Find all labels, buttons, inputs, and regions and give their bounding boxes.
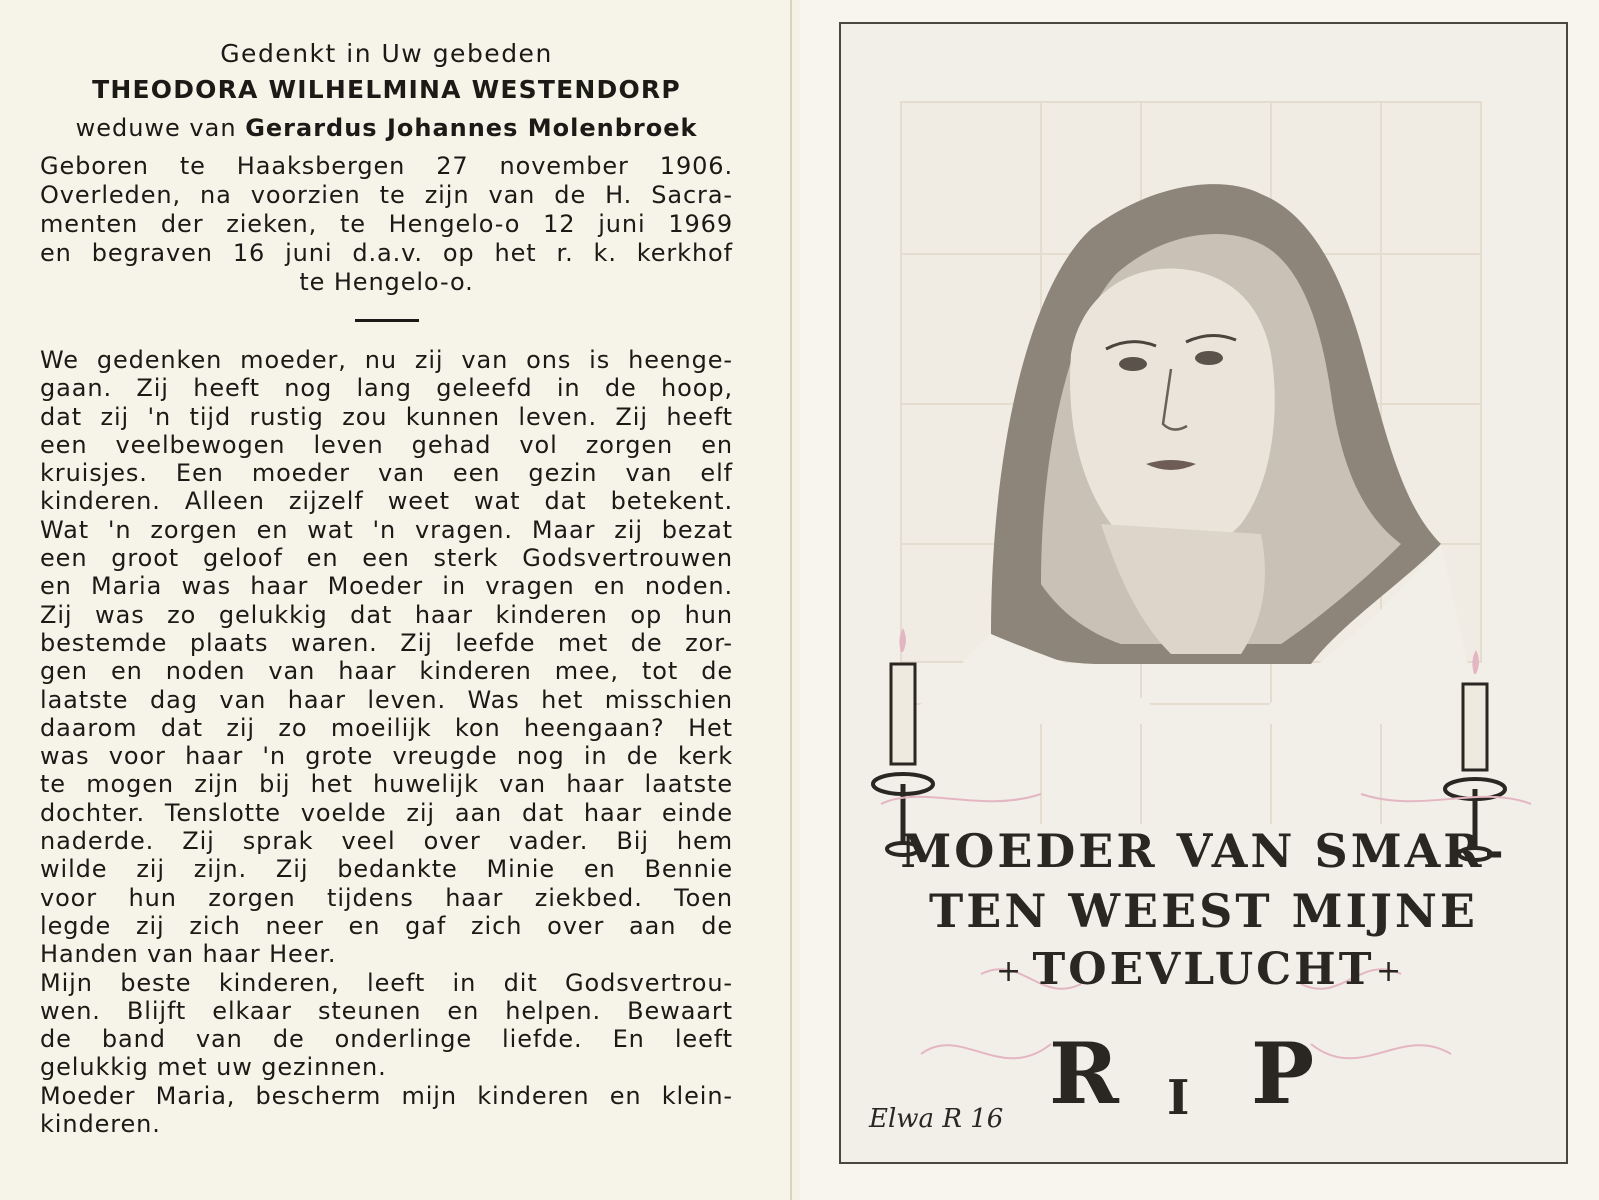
memorial-line: voor hun zorgen tijdens haar ziekbed. Toen <box>40 883 733 912</box>
memorial-line: kruisjes. Een moeder van een gezin van elf <box>40 459 733 488</box>
memorial-line: laatste dag van haar leven. Was het misschien <box>40 685 733 714</box>
memorial-line: naderde. Zij sprak veel over vader. Bij hem <box>40 827 733 856</box>
memorial-line: gelukkig met uw gezinnen. <box>40 1053 387 1082</box>
biography <box>40 152 733 297</box>
memorial-line: Mijn beste kinderen, leeft in dit Godsvertrou- <box>40 968 733 997</box>
memorial-line: Wat 'n zorgen en wat 'n vragen. Maar zij bezat <box>40 515 733 544</box>
memorial-text <box>40 346 733 1138</box>
memorial-line: bestemde plaats waren. Zij leefde met de zor- <box>40 628 733 657</box>
memorial-line: een veelbewogen leven gehad vol zorgen en <box>40 430 733 459</box>
bio-line: en begraven 16 juni d.a.v. op het r. k. kerkhof <box>40 239 733 267</box>
text-card <box>0 0 792 1200</box>
right-cross-icon: + <box>1376 954 1402 989</box>
memorial-line: wen. Blijft elkaar steunen en helpen. Bewaart <box>40 996 733 1025</box>
remembrance-line: Gedenkt in Uw gebeden <box>220 39 553 68</box>
rip-letter-r: R <box>1049 1024 1119 1123</box>
bio-line: menten der zieken, te Hengelo-o 12 juni 1969 <box>40 210 733 238</box>
widow-prefix: weduwe van <box>75 114 237 142</box>
memorial-line: We gedenken moeder, nu zij van ons is heenge- <box>40 346 733 374</box>
widow-line <box>40 108 733 148</box>
memorial-line: kinderen. Alleen zijzelf weet wat dat betekent. <box>40 487 733 516</box>
memorial-line: de band van de onderlinge liefde. En leeft <box>40 1025 733 1054</box>
memorial-line: Zij was zo gelukkig dat haar kinderen op hun <box>40 600 733 629</box>
deceased-name: THEODORA WILHELMINA WESTENDORP <box>92 75 681 104</box>
text-card-content <box>40 36 733 1138</box>
verse-line-3: TOEVLUCHT <box>1032 944 1375 995</box>
bio-line: te Hengelo-o. <box>299 268 474 296</box>
divider <box>355 319 419 322</box>
memorial-line: Moeder Maria, bescherm mijn kinderen en klein- <box>40 1081 733 1110</box>
bio-line: Overleden, na voorzien te zijn van de H. Sacra- <box>40 181 733 209</box>
printer-signature: Elwa R 16 <box>869 1104 1004 1134</box>
memorial-line: gaan. Zij heeft nog lang geleefd in de hoop, <box>40 374 733 403</box>
memorial-line: dochter. Tenslotte voelde zij aan dat haar einde <box>40 798 733 827</box>
verse-line-1: MOEDER VAN SMAR- <box>900 824 1507 878</box>
memorial-line: daarom dat zij zo moeilijk kon heengaan? Het <box>40 713 733 742</box>
devotional-image-frame <box>839 22 1568 1164</box>
memorial-line: wilde zij zijn. Zij bedankte Minie en Bennie <box>40 855 733 884</box>
left-cross-icon: + <box>996 954 1022 989</box>
memorial-line: een groot geloof en een sterk Godsvertrouwen <box>40 544 733 573</box>
memorial-line: en Maria was haar Moeder in vragen en noden. <box>40 572 733 601</box>
verse-line-2: TEN WEEST MIJNE <box>929 884 1478 938</box>
memorial-line: kinderen. <box>40 1110 161 1139</box>
memorial-line: te mogen zijn bij het huwelijk van haar laatste <box>40 770 733 799</box>
memorial-line: dat zij 'n tijd rustig zou kunnen leven. Zij heeft <box>40 402 733 431</box>
memorial-line: gen en noden van haar kinderen mee, tot de <box>40 657 733 686</box>
husband-name: Gerardus Johannes Molenbroek <box>245 114 698 142</box>
bio-line: Geboren te Haaksbergen 27 november 1906. <box>40 152 733 180</box>
memorial-line: Handen van haar Heer. <box>40 940 337 969</box>
memorial-line: was voor haar 'n grote vreugde nog in de kerk <box>40 742 733 771</box>
memorial-line: legde zij zich neer en gaf zich over aan de <box>40 911 733 940</box>
rip-letter-i: I <box>1167 1070 1190 1126</box>
rip-letter-p: P <box>1251 1024 1315 1123</box>
